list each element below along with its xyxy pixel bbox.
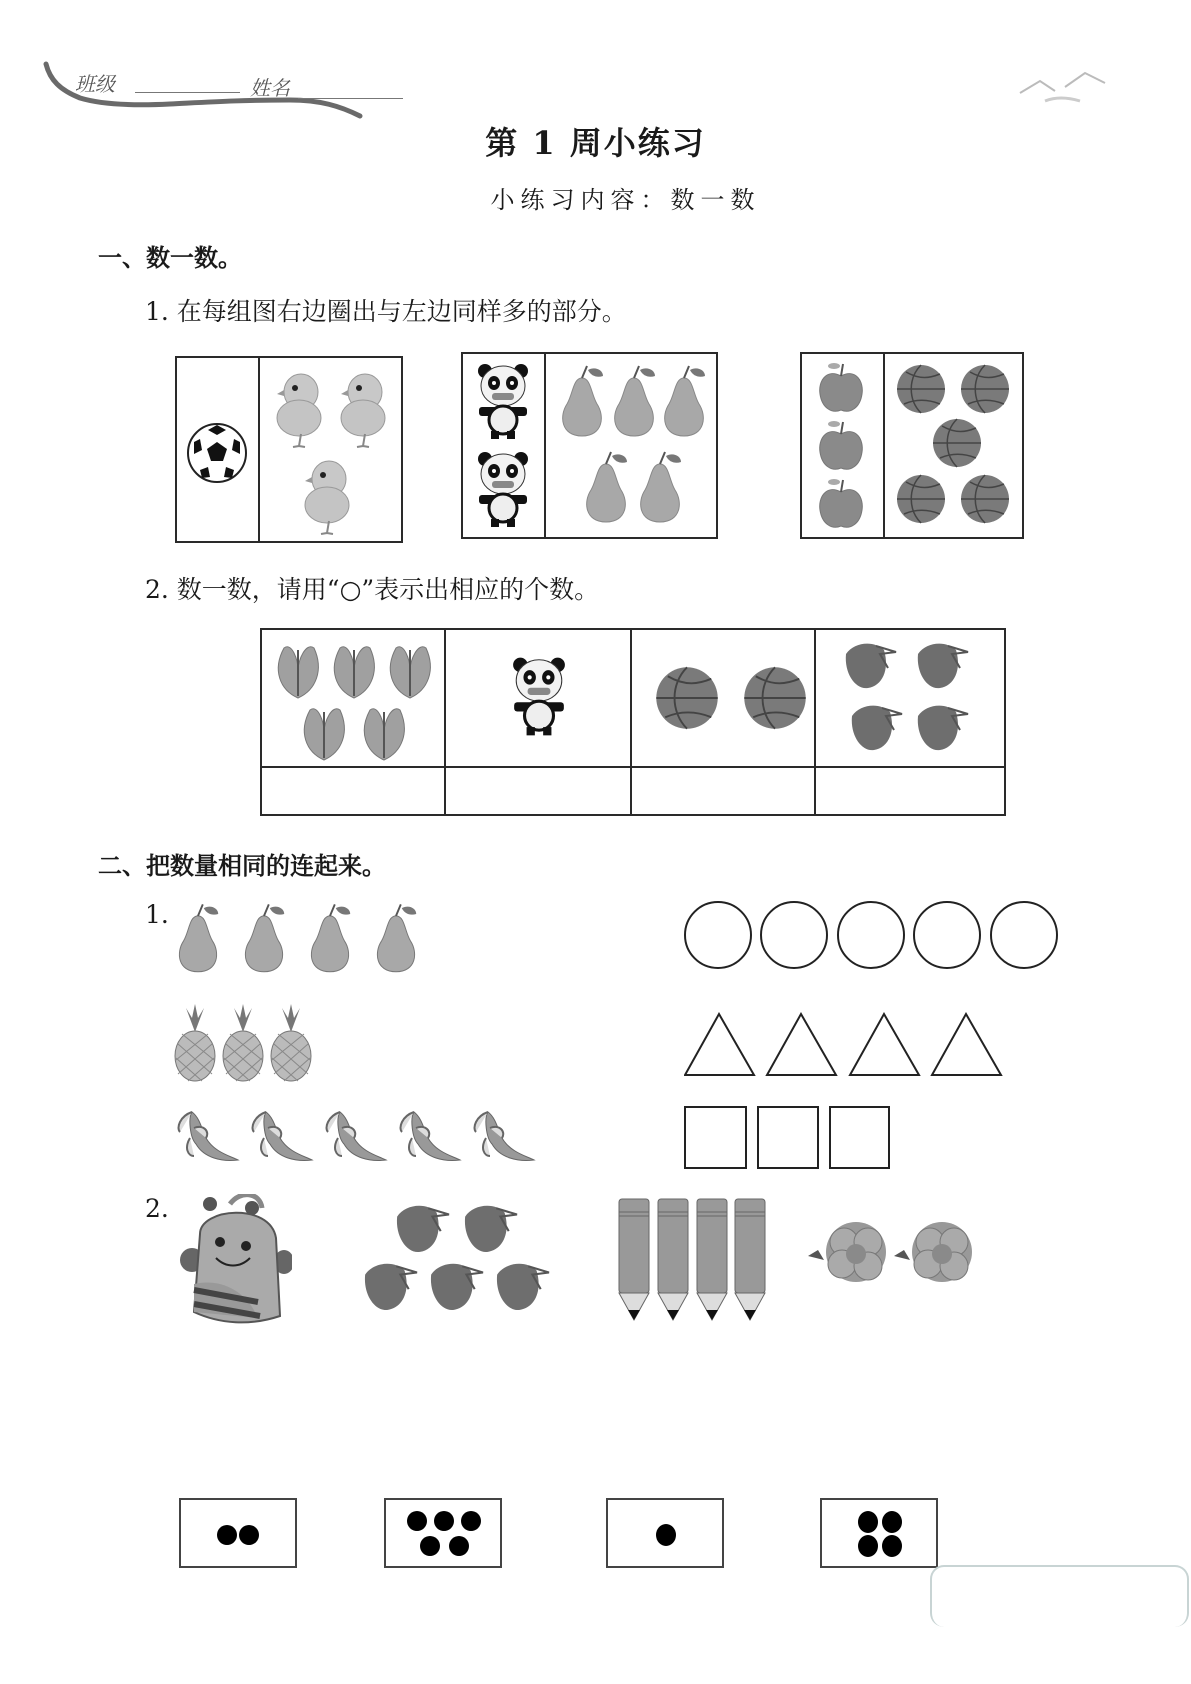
banana-icon	[322, 1108, 388, 1166]
butterfly-icon	[270, 640, 326, 702]
square-row[interactable]	[684, 1106, 890, 1170]
basketball-icon	[896, 474, 946, 524]
strawberry-group[interactable]	[358, 1200, 558, 1314]
section2-title: 二、把数量相同的连起来。	[98, 852, 386, 880]
pear-icon	[238, 902, 290, 976]
answer-cell-panda[interactable]	[446, 768, 630, 814]
apple-icon	[816, 360, 866, 416]
strawberry-icon	[490, 1258, 552, 1314]
pear-icon	[555, 364, 609, 440]
pear-icon	[657, 364, 711, 440]
chick-icon	[269, 370, 329, 448]
page-subtitle: 小练习内容：数一数	[490, 186, 761, 214]
group3-divider	[883, 354, 885, 537]
pineapple-icon	[174, 1004, 216, 1082]
pencil-icon	[696, 1198, 728, 1322]
section1-q2-text: 2. 数一数，请用“○”表示出相应的个数。	[145, 575, 600, 604]
basketball-icon	[932, 418, 982, 468]
class-blank-line[interactable]	[135, 92, 240, 93]
basketball-icon	[960, 364, 1010, 414]
pencil-icon	[734, 1198, 766, 1322]
dot-card-5[interactable]	[384, 1498, 502, 1568]
strawberry-icon	[840, 638, 898, 692]
strawberry-icon	[358, 1258, 420, 1314]
panda-icon	[510, 654, 568, 738]
pear-row[interactable]	[172, 902, 432, 978]
apple-icon	[816, 418, 866, 474]
banana-icon	[396, 1108, 462, 1166]
pineapple-icon	[270, 1004, 312, 1082]
pear-icon	[607, 364, 661, 440]
pear-icon	[304, 902, 356, 976]
mountain-decoration	[1010, 65, 1130, 110]
answer-cell-butterfly[interactable]	[262, 768, 444, 814]
strawberry-icon	[390, 1200, 452, 1256]
basketball-icon	[654, 666, 720, 730]
section2-q1-label: 1.	[145, 900, 169, 929]
flower-group[interactable]	[806, 1216, 986, 1292]
group1-divider	[258, 358, 260, 541]
answer-cell-strawberry[interactable]	[816, 768, 1004, 814]
butterfly-icon	[326, 640, 382, 702]
flower-icon	[892, 1216, 980, 1292]
pencil-group[interactable]	[618, 1198, 768, 1324]
butterfly-cell	[266, 640, 442, 764]
butterfly-icon	[296, 702, 352, 764]
basketball-icon	[742, 666, 808, 730]
name-label: 姓名	[250, 76, 290, 100]
circle-row[interactable]	[684, 900, 1060, 970]
panda-icon	[475, 362, 531, 440]
dot-card-4[interactable]	[820, 1498, 938, 1568]
group3-box	[800, 352, 1024, 539]
group2-box	[461, 352, 718, 539]
group1-box	[175, 356, 403, 543]
apple-icon	[816, 476, 866, 532]
group2-divider	[544, 354, 546, 537]
strawberry-icon	[846, 700, 904, 754]
pineapple-icon	[222, 1004, 264, 1082]
pear-icon	[579, 450, 633, 526]
chick-icon	[297, 456, 357, 536]
strawberry-icon	[458, 1200, 520, 1256]
section1-title: 一、数一数。	[98, 244, 242, 272]
pencil-icon	[657, 1198, 689, 1322]
backpack-icon[interactable]	[180, 1194, 292, 1328]
butterfly-icon	[356, 702, 412, 764]
basketball-icon	[960, 474, 1010, 524]
chick-icon	[333, 370, 393, 448]
dot-card-2[interactable]	[179, 1498, 297, 1568]
dot-card-1[interactable]	[606, 1498, 724, 1568]
triangle-row[interactable]	[684, 1012, 1004, 1078]
banana-icon	[248, 1108, 314, 1166]
pear-icon	[633, 450, 687, 526]
counting-table	[260, 628, 1006, 816]
section2-q2-label: 2.	[145, 1194, 169, 1223]
banana-row[interactable]	[174, 1108, 544, 1168]
class-label: 班级	[75, 72, 115, 96]
strawberry-icon	[424, 1258, 486, 1314]
section1-q1-text: 1. 在每组图右边圈出与左边同样多的部分。	[145, 297, 627, 326]
strawberry-icon	[912, 638, 970, 692]
chick-group[interactable]	[263, 358, 401, 541]
pear-icon	[172, 902, 224, 976]
flower-icon	[806, 1216, 894, 1292]
butterfly-icon	[382, 640, 438, 702]
pineapple-row[interactable]	[174, 1004, 314, 1084]
basketball-group[interactable]	[888, 354, 1022, 537]
pear-icon	[370, 902, 422, 976]
pencil-icon	[618, 1198, 650, 1322]
soccer-ball-icon	[186, 422, 248, 484]
basketball-icon	[896, 364, 946, 414]
answer-cell-basketball[interactable]	[632, 768, 814, 814]
pear-group[interactable]	[549, 354, 716, 537]
watermark-box	[930, 1565, 1189, 1627]
banana-icon	[174, 1108, 240, 1166]
page-title: 第 1 周小练习	[485, 124, 706, 162]
banana-icon	[470, 1108, 536, 1166]
name-blank-line[interactable]	[298, 98, 403, 99]
strawberry-icon	[912, 700, 970, 754]
panda-icon	[475, 450, 531, 528]
